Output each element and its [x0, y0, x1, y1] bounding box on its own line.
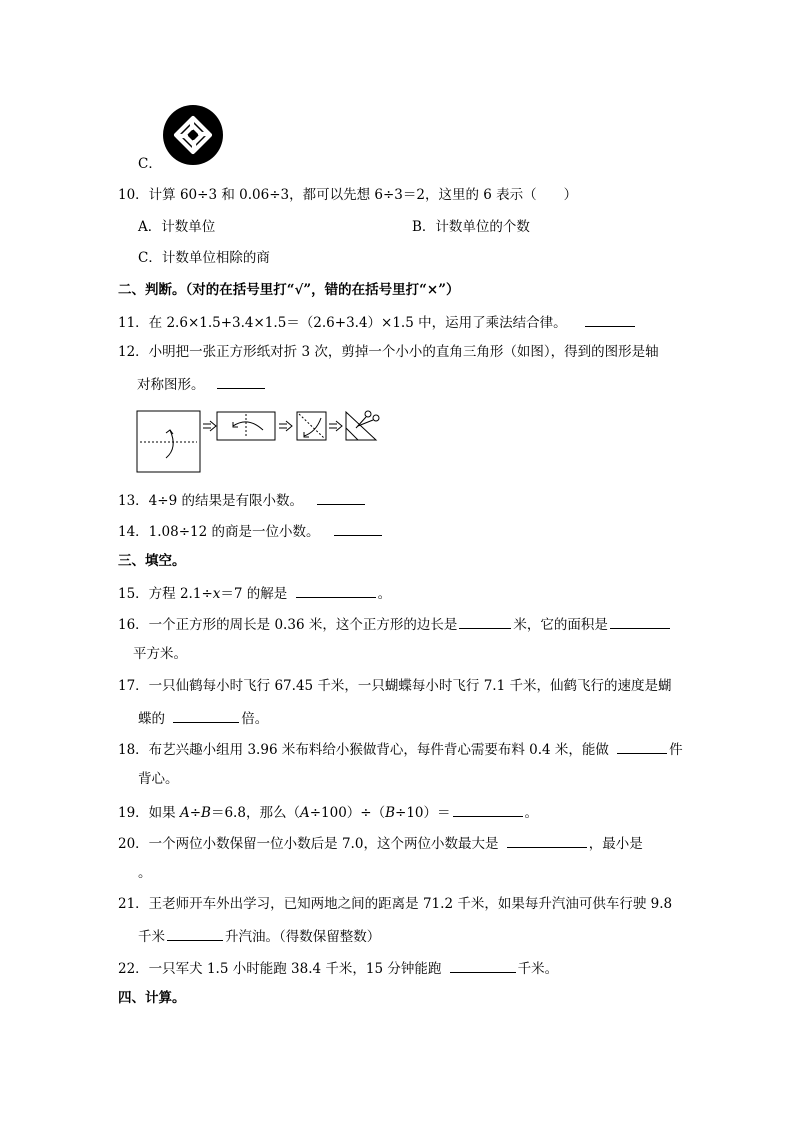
question-20-line2: 。: [138, 865, 152, 881]
q11-text: 11．在 2.6×1.5+3.4×1.5＝（2.6+3.4）×1.5 中，运用了乘法结合律。: [118, 315, 567, 331]
q13-text: 13．4÷9 的结果是有限小数。: [118, 493, 303, 509]
question-19: [118, 802, 538, 822]
q12-text: 对称图形。: [137, 377, 205, 393]
paper-folding-diagram: [136, 406, 386, 474]
q15-answer-blank[interactable]: [296, 583, 376, 598]
q18-pre: 18．布艺兴趣小组用 3.96 米布料给小猴做背心，每件背心需要布料 0.4 米，能做: [118, 742, 609, 758]
q14-text: 14．1.08÷12 的商是一位小数。: [118, 524, 320, 540]
question-17-line1: 17．一只仙鹤每小时飞行 67.45 千米，一只蝴蝶每小时飞行 7.1 千米，仙鹤飞行的速度是蝴: [118, 678, 672, 694]
q13-answer-blank[interactable]: [317, 490, 365, 505]
question-22: [118, 958, 558, 978]
q15-variable: x: [212, 586, 221, 602]
question-21-line2: [138, 926, 380, 946]
q22-post: 千米。: [517, 961, 559, 977]
section-2-heading: 二、判断。（对的在括号里打“√”，错的在括号里打“×”）: [118, 282, 460, 298]
question-20: [118, 833, 643, 853]
q19-var-b: B: [201, 805, 211, 821]
question-12-line1: 12．小明把一张正方形纸对折 3 次，剪掉一个小小的直角三角形（如图），得到的图形是轴: [118, 344, 659, 360]
question-15: [118, 583, 391, 603]
question-16: [118, 614, 672, 634]
question-17-line2: [138, 708, 268, 728]
q19-var-a: A: [179, 805, 190, 821]
question-10: 10．计算 60÷3 和 0.06÷3，都可以先想 6÷3＝2，这里的 6 表示（ ）: [118, 187, 578, 203]
option-c-label: C．: [138, 156, 162, 172]
q19-answer-blank[interactable]: [453, 802, 523, 817]
q22-answer-blank[interactable]: [450, 958, 516, 973]
question-16-line2: 平方米。: [133, 646, 187, 662]
q19-div: ÷: [189, 805, 202, 821]
swirl-logo-icon: [162, 104, 224, 166]
section-3-heading: 三、填空。: [118, 553, 186, 569]
q19-post: 。: [524, 805, 539, 821]
question-12-line2: [137, 374, 267, 394]
q15-post: 。: [377, 586, 392, 602]
q16-pre: 16．一个正方形的周长是 0.36 米，这个正方形的边长是: [118, 617, 458, 633]
q15-pre: 15．方程 2.1÷: [118, 586, 213, 602]
q14-answer-blank[interactable]: [334, 521, 382, 536]
q16-blank-side[interactable]: [459, 614, 511, 629]
q21-pre: 千米: [138, 929, 165, 945]
question-18: [118, 739, 683, 759]
question-14: [118, 521, 384, 541]
q10-option-a[interactable]: A．计数单位: [138, 219, 216, 235]
q19-eq: ＝6.8，那么（: [210, 805, 300, 821]
q19-end: ÷10）＝: [395, 805, 451, 821]
q20-blank-max[interactable]: [507, 833, 587, 848]
question-13: [118, 490, 367, 510]
question-18-line2: 背心。: [138, 771, 179, 787]
q17-post: 倍。: [241, 711, 269, 727]
q19-var-a2: A: [299, 805, 310, 821]
q12-answer-blank[interactable]: [217, 374, 265, 389]
question-11: [118, 312, 637, 332]
q21-answer-blank[interactable]: [167, 926, 223, 941]
question-21-line1: 21．王老师开车外出学习，已知两地之间的距离是 71.2 千米，如果每升汽油可供车行驶 9.8: [118, 896, 673, 912]
q11-answer-blank[interactable]: [585, 312, 635, 327]
q19-pre: 19．如果: [118, 805, 180, 821]
q16-blank-area[interactable]: [610, 614, 670, 629]
q17-pre: 蝶的: [138, 711, 165, 727]
section-4-heading: 四、计算。: [118, 990, 186, 1006]
q20-pre: 20．一个两位小数保留一位小数后是 7.0，这个两位小数最大是: [118, 836, 499, 852]
q21-post: 升汽油。（得数保留整数）: [225, 929, 381, 945]
q10-option-b[interactable]: B．计数单位的个数: [412, 219, 530, 235]
q18-post: 件: [669, 742, 683, 758]
q10-option-c[interactable]: C．计数单位相除的商: [138, 250, 270, 266]
q22-pre: 22．一只军犬 1.5 小时能跑 38.4 千米，15 分钟能跑: [118, 961, 442, 977]
q19-mid: ÷100）÷（: [309, 805, 386, 821]
q18-answer-blank[interactable]: [617, 739, 667, 754]
q19-var-b2: B: [385, 805, 396, 821]
q17-answer-blank[interactable]: [173, 708, 239, 723]
q16-mid: 米，它的面积是: [513, 617, 608, 633]
q15-mid: ＝7 的解是: [220, 586, 288, 602]
q20-post: ，最小是: [588, 836, 643, 852]
